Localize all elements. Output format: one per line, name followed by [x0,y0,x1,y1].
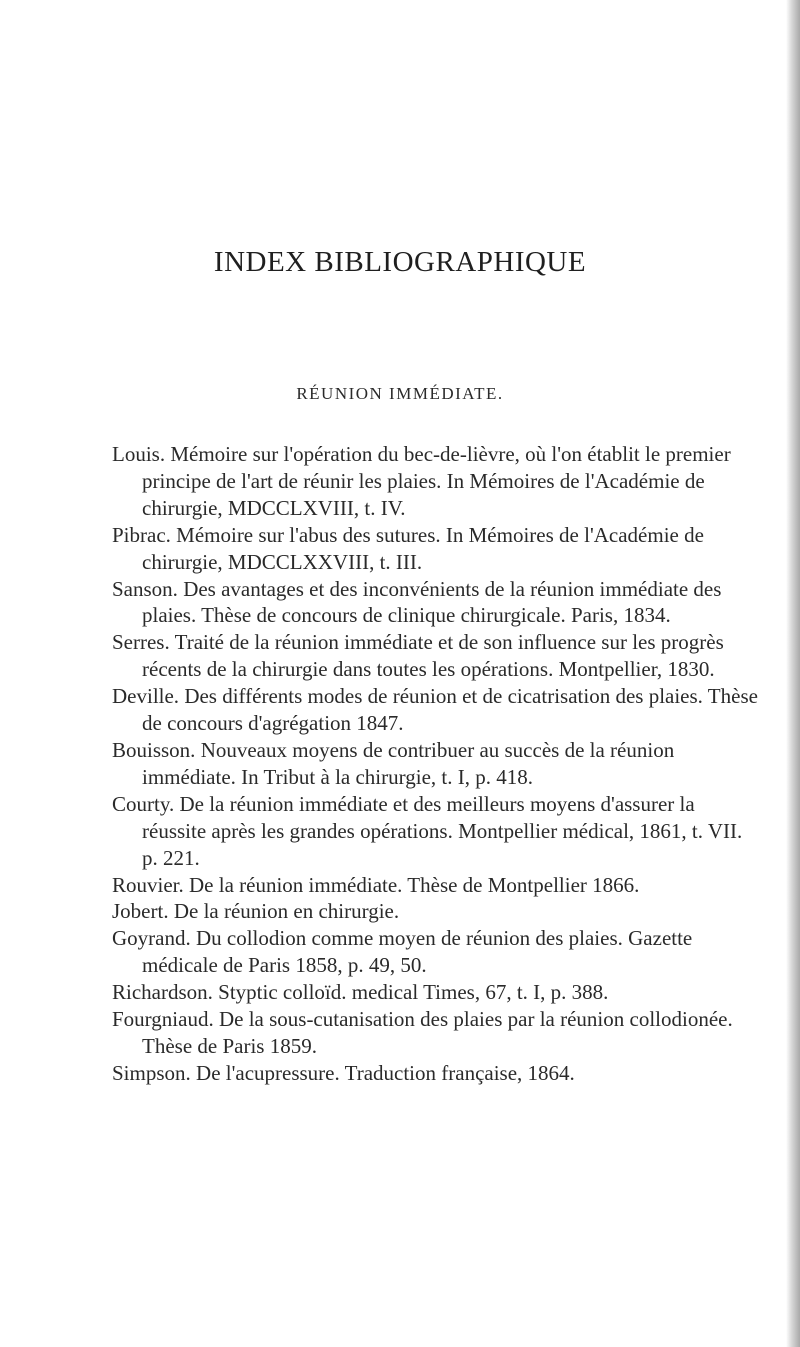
bibliography-entry [112,925,762,979]
entry-author: Deville. [112,684,180,709]
entry-text: Du collodion comme moyen de réunion des plaies. Gazette médicale de Paris 1858, p. 49, 50. [142,926,693,978]
entry-text: Mémoire sur l'opération du bec-de-lièvre, où l'on établit le premier principe de l'art de réunir les plaies. In Mémoires de l'Académie de chirurgie, MDCCLXVIII, t. IV. [142,442,731,520]
bibliography-entry [112,1006,762,1060]
entry-author: Jobert. [112,899,169,924]
bibliography-entry [112,441,762,522]
section-title: RÉUNION IMMÉDIATE. [296,384,504,403]
entry-text: De la sous-cutanisation des plaies par la réunion collodionée. Thèse de Paris 1859. [142,1007,733,1058]
entry-text: Traité de la réunion immédiate et de son influence sur les progrès récents de la chirurgie dans toutes les opérations. Montpellier, 1830. [142,630,724,682]
bibliography-entry [112,576,762,630]
entry-text: De l'acupressure. Traduction française, 1864. [196,1060,575,1085]
entry-author: Serres. [112,630,170,655]
entry-text: De la réunion immédiate et des meilleurs moyens d'assurer la réussite après les grandes opérations. Montpellier médical, 1861, t. VII. p. 221. [142,791,743,870]
entry-text: Nouveaux moyens de contribuer au succès de la réunion immédiate. In Tribut à la chirurgie, t. I, p. 418. [142,737,675,789]
bibliography-entry [112,791,762,872]
entry-author: Pibrac. [112,522,171,547]
bibliography-entry [112,737,762,791]
bibliography-entry [112,1060,762,1087]
entry-text: De la réunion immédiate. Thèse de Montpellier 1866. [189,872,640,897]
page-edge [786,0,800,1347]
entry-text: Des différents modes de réunion et de cicatrisation des plaies. Thèse de concours d'agrégation 1847. [142,684,758,736]
bibliography-entry [112,872,762,899]
bibliography-entry [112,979,762,1006]
page-title: INDEX BIBLIOGRAPHIQUE [213,246,587,278]
entry-text: Styptic colloïd. medical Times, 67, t. I, p. 388. [218,980,609,1005]
entry-author: Rouvier. [112,872,184,897]
entry-author: Bouisson. [112,737,196,762]
entry-author: Simpson. [112,1060,191,1085]
entry-author: Goyrand. [112,926,191,951]
entry-author: Louis. [112,442,166,466]
bibliography-entry [112,683,762,737]
entry-author: Richardson. [112,980,213,1005]
entry-author: Courty. [112,791,175,816]
entry-author: Fourgniaud. [112,1007,214,1032]
bibliography-entry [112,522,762,576]
entry-author: Sanson. [112,576,178,601]
entry-text: De la réunion en chirurgie. [173,899,400,924]
bibliography-entry [112,629,762,683]
entry-text: Mémoire sur l'abus des sutures. In Mémoires de l'Académie de chirurgie, MDCCLXXVIII, t. III. [142,522,704,574]
bibliography-list [112,441,762,1087]
bibliography-entry [112,898,762,925]
entry-text: Des avantages et des inconvénients de la réunion immédiate des plaies. Thèse de concours de clinique chirurgicale. Paris, 1834. [142,576,722,628]
